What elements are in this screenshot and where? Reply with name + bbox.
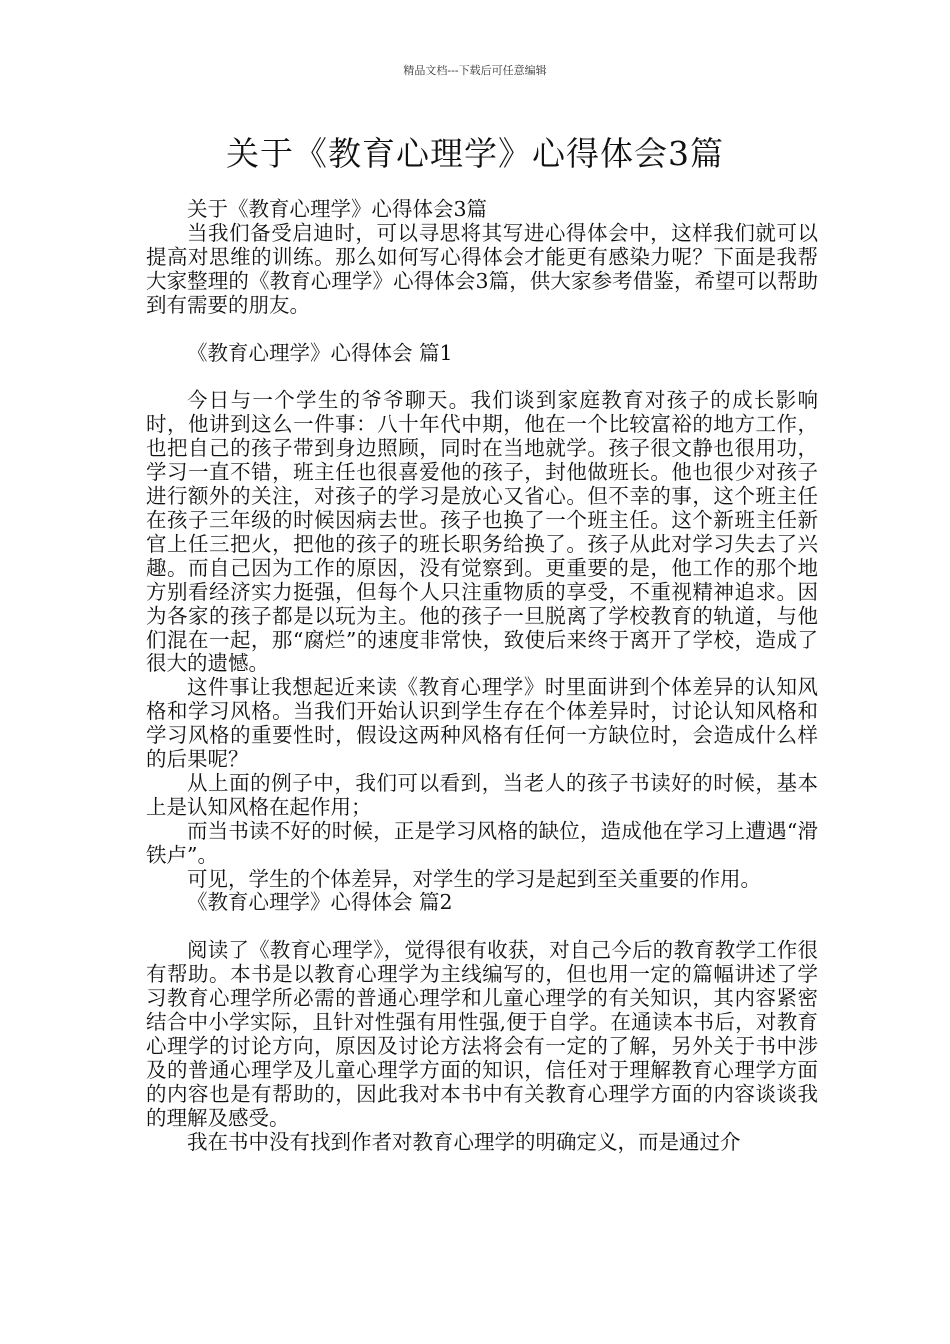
section2-paragraph: 阅读了《教育心理学》，觉得很有收获，对自己今后的教育教学工作很有帮助。本书是以教育心理学为主线编写的，但也用一定的篇幅讲述了学习教育心理学所必需的普通心理学和儿童心理学的有关知识，其内容紧密结合中小学实际，且针对性强有用性强,便于自学。在通读本书后，对教育心理学的讨论方向，原因及讨论方法将会有一定的了解，另外关于书中涉及的普通心理学及儿童心理学方面的知识，信任对于理解教育心理学方面的内容也是有帮助的，因此我对本书中有关教育心理学方面的内容谈谈我的理解及感受。 <box>146 938 818 1130</box>
spacer <box>146 318 818 342</box>
document-subtitle: 关于《教育心理学》心得体会3篇 <box>187 197 488 221</box>
intro-paragraph: 当我们备受启迪时，可以寻思将其写进心得体会中，这样我们就可以提高对思维的训练。那么如何写心得体会才能更有感染力呢？下面是我帮大家整理的《教育心理学》心得体会3篇，供大家参考借鉴，希望可以帮助到有需要的朋友。 <box>146 220 818 317</box>
section1-paragraph: 从上面的例子中，我们可以看到，当老人的孩子书读好的时候，基本上是认知风格在起作用； <box>146 770 818 819</box>
header-note: 精品文档---下载后可任意编辑 <box>403 64 547 77</box>
section1-paragraph: 而当书读不好的时候，正是学习风格的缺位，造成他在学习上遭遇“滑铁卢”。 <box>146 818 818 867</box>
section2-paragraph: 我在书中没有找到作者对教育心理学的明确定义，而是通过介 <box>187 1129 741 1154</box>
spacer <box>146 365 818 389</box>
section1-paragraph: 这件事让我想起近来读《教育心理学》时里面讲到个体差异的认知风格和学习风格。当我们开始认识到学生存在个体差异时，讨论认知风格和学习风格的重要性时，假设这两种风格有任何一方缺位时，会造成什么样的后果呢？ <box>146 675 818 772</box>
document-title: 关于《教育心理学》心得体会3篇 <box>226 134 724 173</box>
section1-paragraph: 今日与一个学生的爷爷聊天。我们谈到家庭教育对孩子的成长影响时，他讲到这么一件事：八十年代中期，他在一个比较富裕的地方工作，也把自己的孩子带到身边照顾，同时在当地就学。孩子很文静也很用功，学习一直不错，班主任也很喜爱他的孩子，封他做班长。他也很少对孩子进行额外的关注，对孩子的学习是放心又省心。但不幸的事，这个班主任在孩子三年级的时候因病去世。孩子也换了一个班主任。这个新班主任新官上任三把火，把他的孩子的班长职务给换了。孩子从此对学习失去了兴趣。而自己因为工作的原因，没有觉察到。更重要的是，他工作的那个地方别看经济实力挺强，但每个人只注重物质的享受，不重视精神追求。因为各家的孩子都是以玩为主。他的孩子一旦脱离了学校教育的轨道，与他们混在一起，那“腐烂”的速度非常快，致使后来终于离开了学校，造成了很大的遗憾。 <box>146 388 818 676</box>
section2-heading: 《教育心理学》心得体会 篇2 <box>187 890 453 915</box>
document-body <box>146 198 818 1155</box>
section1-heading: 《教育心理学》心得体会 篇1 <box>187 340 453 365</box>
section1-paragraph: 可见，学生的个体差异，对学生的学习是起到至关重要的作用。 <box>187 866 761 891</box>
spacer <box>146 915 818 939</box>
